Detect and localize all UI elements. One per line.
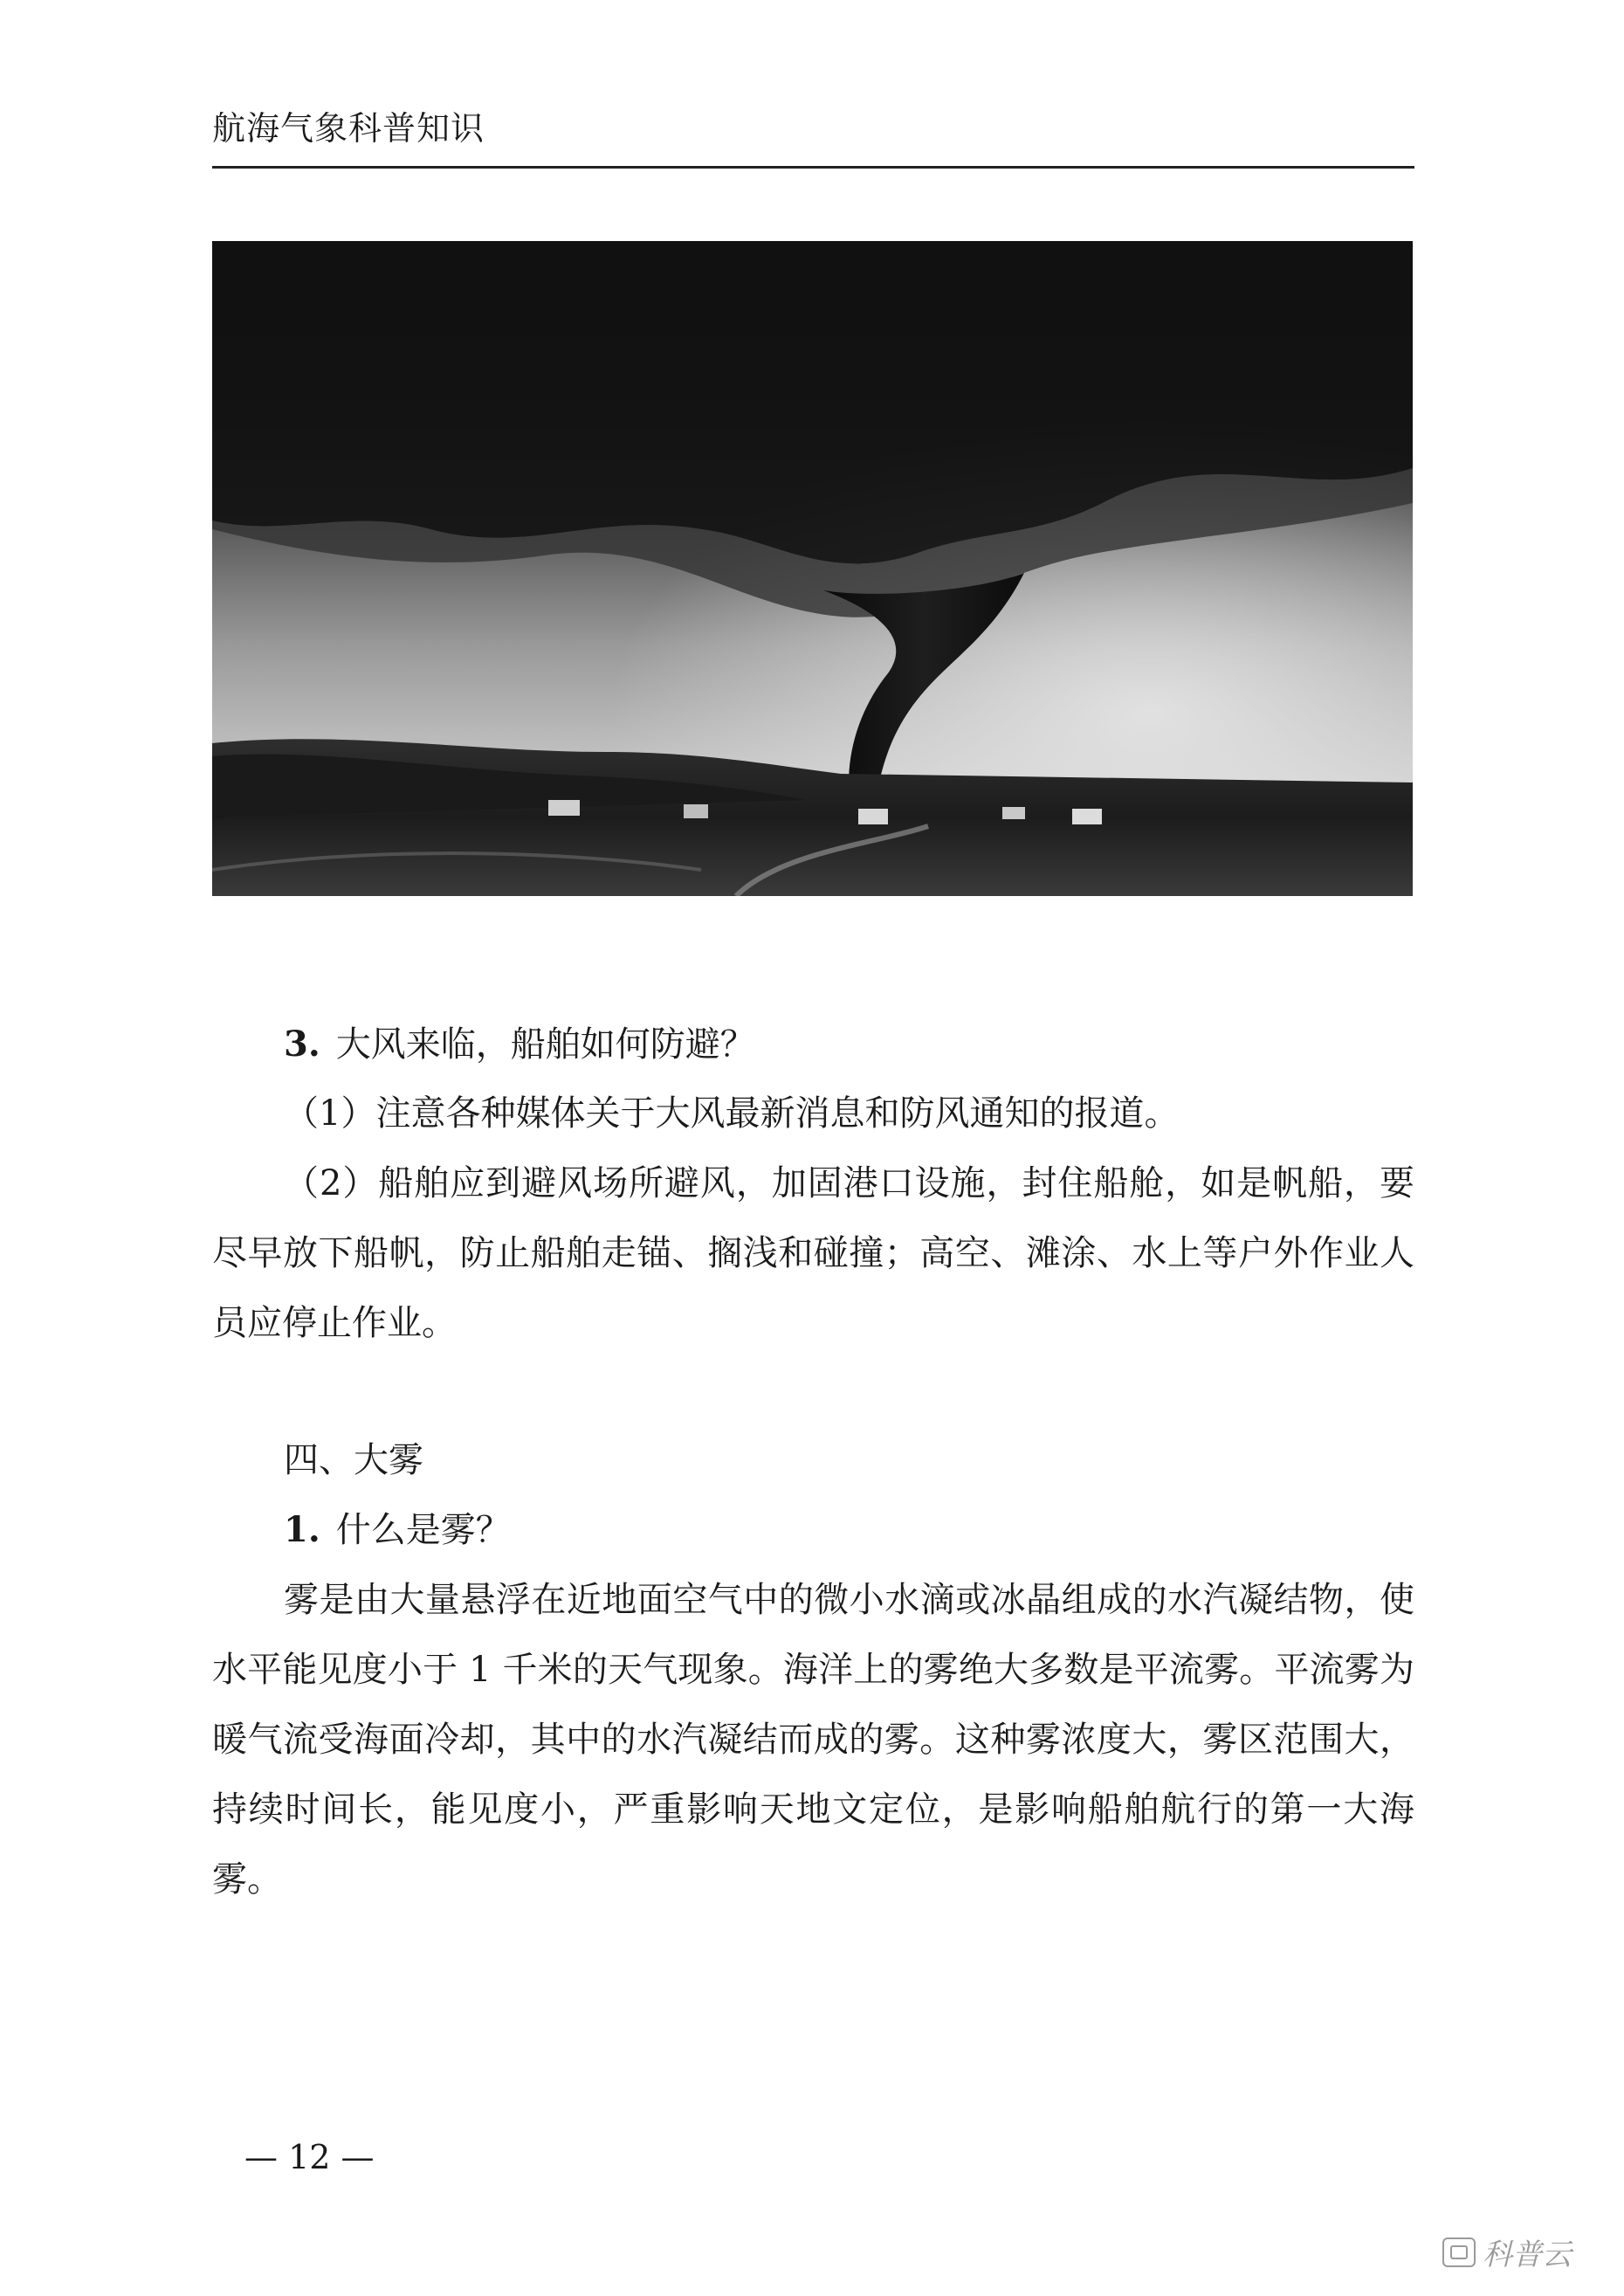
answer-item-2: （2）船舶应到避风场所避风，加固港口设施，封住船舱，如是帆船，要尽早放下船帆，防止船舶走锚、搁浅和碰撞；高空、滩涂、水上等户外作业人员应停止作业。 [212, 1163, 1414, 1343]
header-rule [212, 166, 1414, 169]
tornado-image-icon [212, 241, 1413, 896]
question-text: 大风来临，船舶如何防避？ [335, 1024, 755, 1065]
watermark-text: 科普云 [1483, 2237, 1572, 2272]
question-number: 1. [284, 1509, 320, 1550]
question-text: 什么是雾？ [335, 1510, 511, 1550]
question-number: 3. [284, 1024, 320, 1065]
running-head: 航海气象科普知识 [212, 109, 485, 148]
answer-item-1: （1）注意各种媒体关于大风最新消息和防风通知的报道。 [284, 1093, 1180, 1134]
question-3-heading [284, 1010, 755, 1079]
page-number: — 12 — [244, 2138, 375, 2176]
question-fog-heading [284, 1495, 511, 1565]
kepuyun-logo-icon [1442, 2237, 1476, 2267]
tornado-photo [212, 241, 1413, 896]
section-heading-fog: 四、大雾 [284, 1440, 423, 1480]
fog-definition-paragraph: 雾是由大量悬浮在近地面空气中的微小水滴或冰晶组成的水汽凝结物，使水平能见度小于 1 千米的天气现象。海洋上的雾绝大多数是平流雾。平流雾为暖气流受海面冷却，其中的水汽凝结而成的雾。这种雾浓度大，雾区范围大，持续时间长，能见度小，严重影响天地文定位，是影响船舶航行的第一大海雾。 [212, 1580, 1414, 1900]
watermark [1442, 2230, 1572, 2273]
